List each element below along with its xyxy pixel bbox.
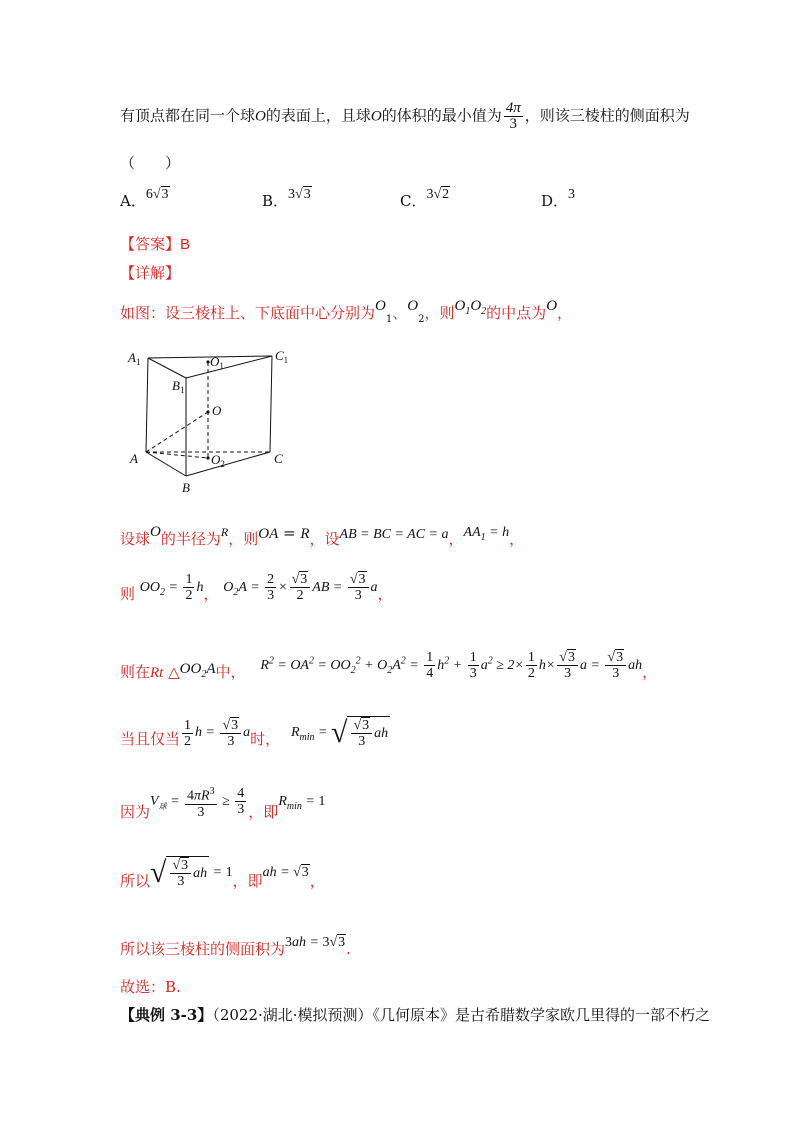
answer-value: B	[180, 236, 191, 253]
solution-line-2: 设球O的半径为$^R$，则OA = R，设AB = BC = AC = a，$AA_1 = h$，	[120, 524, 525, 548]
question-text-c: 的体积的最小值为	[381, 106, 502, 125]
point-o2	[206, 456, 209, 459]
solution-line-4: 则在Rt $\triangle OO_2A$中， $R^2 = OA^2 = OO_2^2 + O_2A^2$ = $\frac{1}{4}$ $h^2$ + $\frac{1}{3}$ $a^2 \ge 2\times$ $\frac{1}{2}$ h× $\frac{√3}{3}$ a = $\frac{√3}{3}$ ah，	[120, 650, 658, 681]
edge-c-c1	[270, 356, 272, 452]
option-d: D．3	[541, 187, 576, 210]
edge-b1-c1	[186, 356, 272, 378]
label-o2: $O_2$	[211, 452, 225, 469]
solution-line-5: 当且仅当 $\frac{1}{2}$ h = $\frac{√3}{3}$ a时， $R_{min}$ = √ $\frac{√3}{3}$ ah	[120, 716, 389, 749]
option-a: A．6√3	[120, 187, 169, 210]
label-c: C	[274, 451, 283, 466]
var-o: O	[370, 108, 382, 125]
edge-a-a1	[146, 358, 148, 452]
prism-figure	[120, 340, 300, 500]
example-text: （2022·湖北·模拟预测）《几何原本》是古希腊数学家欧几里得的一部不朽之	[212, 1006, 711, 1024]
next-example-line	[120, 1004, 710, 1025]
label-c1: $C_1$	[275, 348, 289, 365]
label-b: B	[182, 480, 190, 495]
answer-paren: （ ）	[120, 154, 181, 172]
answer-line	[120, 233, 190, 254]
segment-a-o	[146, 412, 208, 452]
question-line	[120, 101, 690, 132]
answer-label: 【答案】	[120, 235, 181, 253]
edge-b-c	[186, 452, 270, 476]
edge-a-b	[146, 452, 186, 476]
solution-line-7: 所以 √ $\frac{√3}{3}$ ah = 1，即ah = √3，	[120, 856, 325, 891]
detail-label: 【详解】	[120, 264, 181, 282]
label-o1: $O_1$	[210, 354, 224, 371]
label-a: A	[130, 451, 138, 466]
question-text-a: 有顶点都在同一个球	[120, 106, 256, 125]
var-o: O	[255, 108, 266, 125]
solution-line-1: 如图：设三棱柱上、下底面中心分别为$O_1$、$O_2$，则$O_1O_2$的中点为O，	[120, 298, 573, 325]
option-c: C．3√2	[400, 187, 450, 210]
edge-a1-b1	[148, 358, 186, 378]
option-b: B．3√3	[262, 187, 311, 210]
solution-line-3: 则 $OO_2$ = $\frac{1}{2}$ h， $O_2A$ = $\frac{2}{3}$ × $\frac{√3}{2}$ AB = $\frac{√3}{3}$ a，	[120, 572, 393, 603]
label-o: O	[212, 403, 222, 418]
volume-fraction: $\frac{4\pi}{3}$	[505, 100, 521, 132]
label-b1: $B_1$	[172, 378, 185, 395]
question-text-b: 的表面上，且球	[265, 106, 371, 125]
question-text-d: ，则该三棱柱的侧面积为	[524, 106, 690, 125]
solution-line-6: 因为$V_球$ = $\frac{4\pi R^3}{3}$ ≥ $\frac{4}{3}$ ，即$R_{min} = 1$	[120, 786, 326, 822]
label-a1: $A_1$	[128, 350, 141, 367]
example-tag: 【典例 3-3】	[120, 1006, 213, 1024]
final-choice: 故选：B.	[120, 978, 181, 996]
point-o	[206, 410, 209, 413]
solution-line-8: 所以该三棱柱的侧面积为3ah = 3√3.	[120, 935, 351, 958]
